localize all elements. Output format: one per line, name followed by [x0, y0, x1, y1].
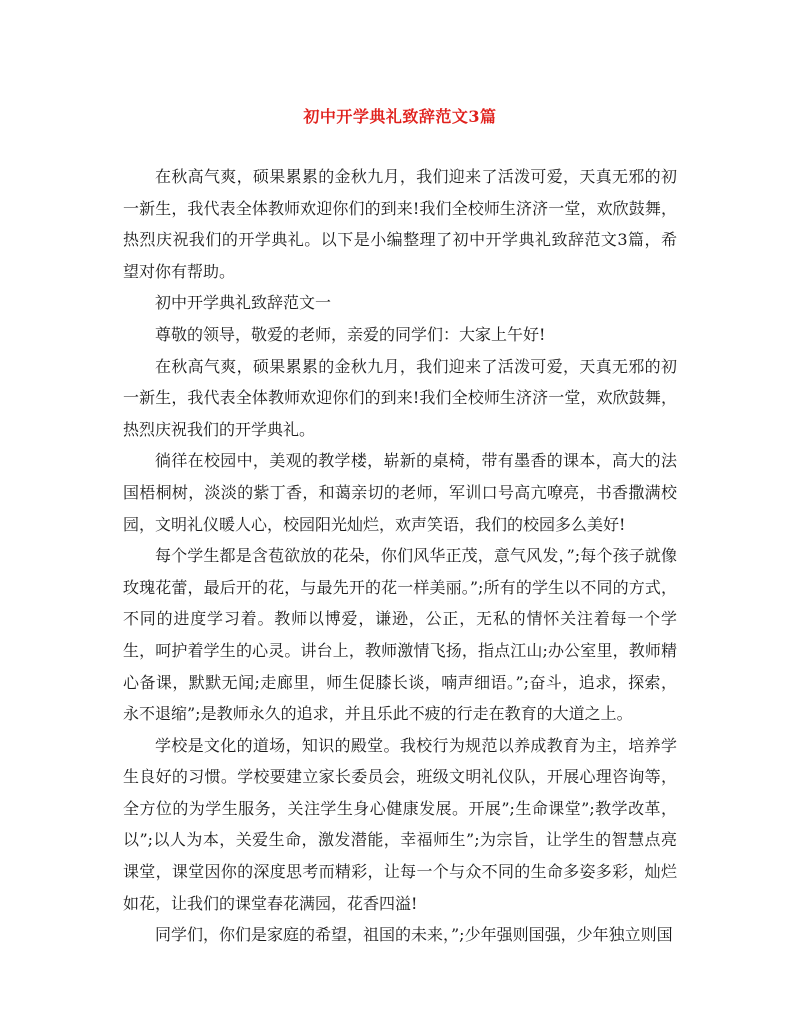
section-heading: 初中开学典礼致辞范文一 [155, 293, 332, 313]
body-paragraph: 学校是文化的道场，知识的殿堂。我校行为规范以养成教育为主，培养学生良好的习惯。学校要建立家长委员会，班级文明礼仪队，开展心理咨询等，全方位的为学生服务，关注学生身心健康发展。开展”;生命课堂”;教学改革，以”;以人为本，关爱生命，激发潜能，幸福师生”;为宗旨，让学生的智慧点亮课堂，课堂因你的深度思考而精彩，让每一个与众不同的生命多姿多彩，灿烂如花，让我们的课堂春花满园，花香四溢! [123, 735, 677, 913]
body-paragraph: 每个学生都是含苞欲放的花朵，你们风华正茂，意气风发，”;每个孩子就像玫瑰花蕾，最后开的花，与最先开的花一样美丽。”;所有的学生以不同的方式，不同的进度学习着。教师以博爱，谦逊，公正，无私的情怀关注着每一个学生，呵护着学生的心灵。讲台上，教师激情飞扬，指点江山;办公室里，教师精心备课，默默无闻;走廊里，师生促膝长谈，喃声细语。”;奋斗，追求，探索，永不退缩”;是教师永久的追求，并且乐此不疲的行走在教育的大道之上。 [123, 546, 677, 724]
document-body [123, 161, 677, 951]
body-paragraph: 同学们，你们是家庭的希望，祖国的未来，”;少年强则国强，少年独立则国 [155, 925, 673, 945]
body-paragraph: 徜徉在校园中，美观的教学楼，崭新的桌椅，带有墨香的课本，高大的法国梧桐树，淡淡的紫丁香，和蔼亲切的老师，军训口号高亢嘹亮，书香撒满校园，文明礼仪暖人心，校园阳光灿烂，欢声笑语，我们的校园多么美好! [123, 451, 677, 534]
body-paragraph: 在秋高气爽，硕果累累的金秋九月，我们迎来了活泼可爱，天真无邪的初一新生，我代表全体教师欢迎你们的到来!我们全校师生济济一堂，欢欣鼓舞，热烈庆祝我们的开学典礼。 [123, 356, 677, 439]
greeting-paragraph: 尊敬的领导，敬爱的老师，亲爱的同学们：大家上午好! [155, 324, 546, 344]
intro-paragraph: 在秋高气爽，硕果累累的金秋九月，我们迎来了活泼可爱，天真无邪的初一新生，我代表全体教师欢迎你们的到来!我们全校师生济济一堂，欢欣鼓舞，热烈庆祝我们的开学典礼。以下是小编整理了初中开学典礼致辞范文3篇，希望对你有帮助。 [123, 167, 677, 281]
document-title: 初中开学典礼致辞范文3篇 [303, 107, 497, 126]
